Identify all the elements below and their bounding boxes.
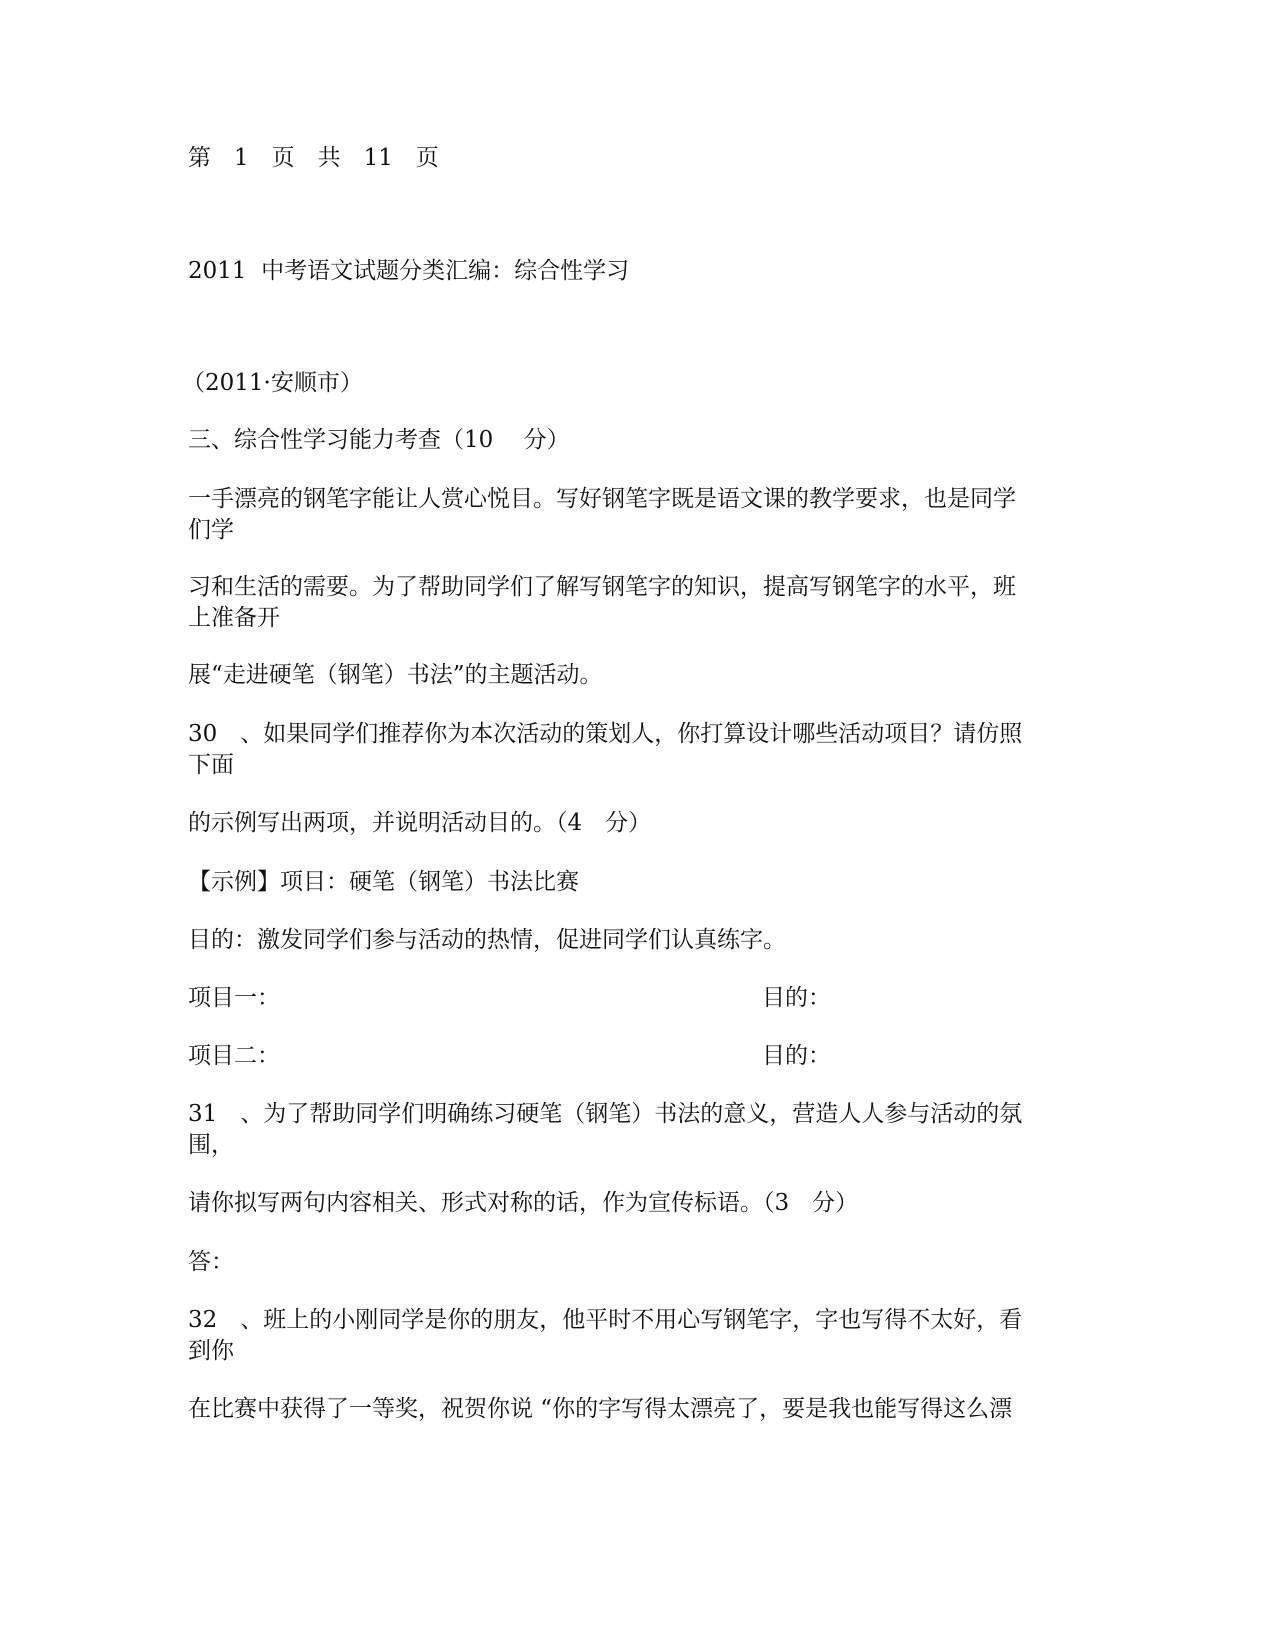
q32-line-2a: 在比赛中获得了一等奖，祝贺你说 “你的字写得太漂亮了，要是我也能写得这么漂 [188, 1396, 1013, 1422]
q31-line-1b: 围， [188, 1132, 234, 1158]
document-title: 2011 中考语文试题分类汇编：综合性学习 [188, 258, 630, 284]
q30-line-1b: 下面 [188, 752, 234, 778]
q30-line-2 [188, 808, 1088, 839]
intro-line-2b: 上准备开 [188, 605, 280, 631]
intro-line-2a: 习和生活的需要。为了帮助同学们了解写钢笔字的知识，提高写钢笔字的水平，班 [188, 574, 1016, 600]
intro-line-3a: 展“走进硬笔（钢笔）书法”的主题活动。 [188, 662, 603, 688]
q31-line-2a: 请你拟写两句内容相关、形式对称的话，作为宣传标语。（3 分） [188, 1190, 859, 1216]
intro-line-2 [188, 572, 1088, 634]
section-heading: 三、综合性学习能力考查（10 分） [188, 427, 570, 453]
intro-line-1 [188, 484, 1088, 546]
q30-example-purpose: 目的：激发同学们参与活动的热情，促进同学们认真练字。 [188, 927, 786, 953]
intro-line-1b: 们学 [188, 517, 234, 543]
q31-answer-label: 答： [188, 1249, 234, 1275]
source-note: （2011·安顺市） [182, 370, 363, 396]
q30-item1-purpose: 目的： [762, 985, 831, 1011]
q30-example-project: 【示例】项目：硬笔（钢笔）书法比赛 [188, 869, 579, 895]
q32-line-1b: 到你 [188, 1338, 234, 1364]
q30-line-1a: 30 、如果同学们推荐你为本次活动的策划人，你打算设计哪些活动项目？请仿照 [188, 721, 1023, 747]
q32-line-1a: 32 、班上的小刚同学是你的朋友，他平时不用心写钢笔字，字也写得不太好，看 [188, 1307, 1023, 1333]
q31-line-2 [188, 1188, 1088, 1219]
q31-line-1a: 31 、为了帮助同学们明确练习硬笔（钢笔）书法的意义，营造人人参与活动的氛 [188, 1101, 1023, 1127]
intro-line-3 [188, 660, 1088, 691]
q32-line-1 [188, 1305, 1088, 1367]
q30-line-2a: 的示例写出两项，并说明活动目的。（4 分） [188, 810, 652, 836]
q30-item2-label: 项目二： [188, 1043, 280, 1069]
q32-line-2 [188, 1394, 1088, 1425]
q30-line-1 [188, 719, 1088, 781]
page-indicator: 第 1 页 共 11 页 [188, 145, 439, 171]
q30-item1-label: 项目一： [188, 985, 280, 1011]
q30-item2-purpose: 目的： [762, 1043, 831, 1069]
q31-line-1 [188, 1099, 1088, 1161]
intro-line-1a: 一手漂亮的钢笔字能让人赏心悦目。写好钢笔字既是语文课的教学要求，也是同学 [188, 486, 1016, 512]
